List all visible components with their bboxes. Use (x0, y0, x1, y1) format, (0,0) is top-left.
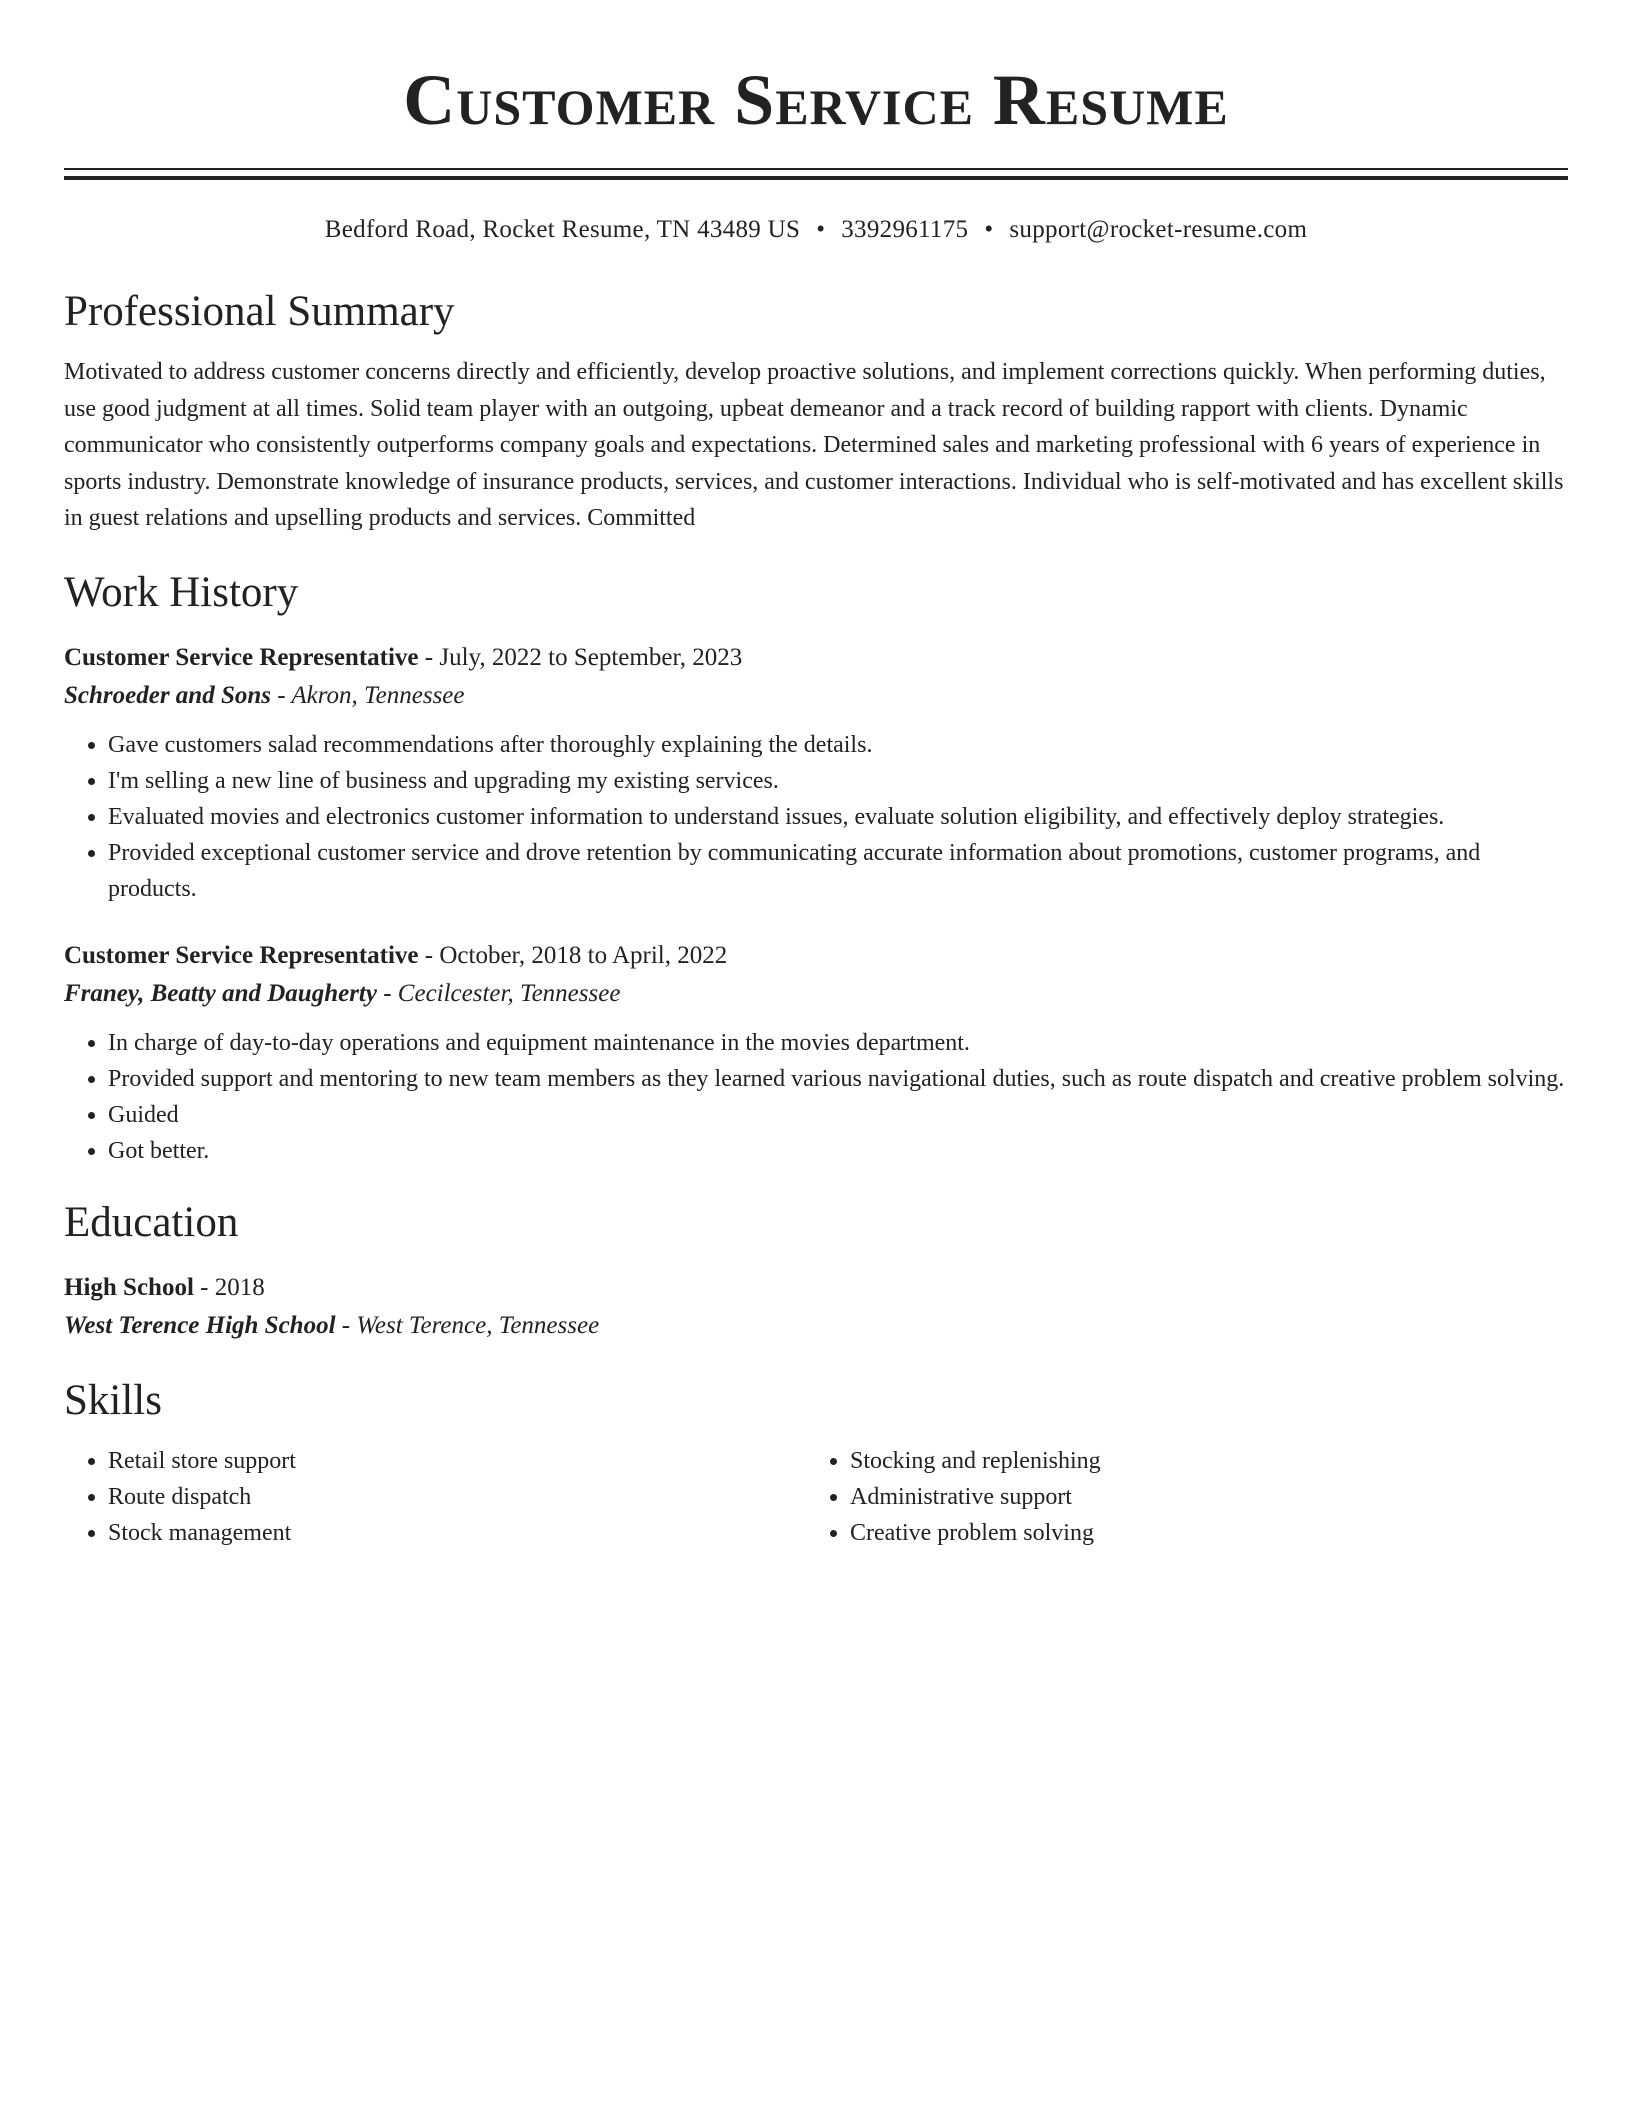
contact-separator: • (816, 216, 826, 243)
degree-name: High School (64, 1273, 194, 1301)
job-bullets (64, 1025, 1568, 1169)
contact-email: support@rocket-resume.com (1009, 216, 1308, 243)
company-name: Schroeder and Sons (64, 681, 271, 709)
skill-item: • Retail store support (108, 1443, 806, 1479)
job-bullet: • Got better. (108, 1133, 1568, 1169)
summary-heading: Professional Summary (64, 288, 455, 335)
job-dates: - October, 2018 to April, 2022 (418, 941, 728, 969)
job-bullet: • In charge of day-to-day operations and equipment maintenance in the movies department. (108, 1025, 1568, 1061)
job-bullet: • Provided exceptional customer service and drove retention by communicating accurate information about promotions, customer programs, and products. (108, 835, 1568, 907)
job-bullet: • Evaluated movies and electronics customer information to understand issues, evaluate solution eligibility, and effectively deploy strategies. (108, 799, 1568, 835)
resume-title: Customer Service Resume (403, 60, 1229, 140)
contact-line (64, 214, 1568, 246)
company-name: Franey, Beatty and Daugherty (64, 979, 377, 1007)
skills-list (64, 1443, 1568, 1551)
skill-item: • Stock management (108, 1515, 806, 1551)
summary-text: Motivated to address customer concerns directly and efficiently, develop proactive solutions, and implement corrections quickly. When performing duties, use good judgment at all times. Solid team player with an outgoing, upbeat demeanor and a track record of building rapport with clients. Dynamic communicator who consistently outperforms company goals and expectations. Determined sales and marketing professional with 6 years of experience in sports industry. Demonstrate knowledge of insurance products, services, and customer interactions. Individual who is self-motivated and has excellent skills in guest relations and upselling products and services. Committed (64, 359, 1564, 531)
job-bullet: • Provided support and mentoring to new team members as they learned various navigational duties, such as route dispatch and creative problem solving. (108, 1061, 1568, 1097)
company-line (64, 974, 1568, 1013)
job-bullet: • Guided (108, 1097, 1568, 1133)
title-divider-thick (64, 176, 1568, 180)
contact-address: Bedford Road, Rocket Resume, TN 43489 US (324, 216, 801, 243)
skills-bullets (806, 1443, 1548, 1551)
job-entry (64, 937, 1568, 1169)
work-history-heading: Work History (64, 568, 299, 616)
job-title-line (64, 937, 1568, 974)
skills-heading: Skills (64, 1376, 162, 1424)
job-entry (64, 639, 1568, 907)
title-divider-thin (64, 168, 1568, 170)
skill-item: • Creative problem solving (850, 1515, 1548, 1551)
job-title-line (64, 639, 1568, 676)
contact-phone: 3392961175 (841, 216, 969, 243)
school-line (64, 1306, 1568, 1345)
skills-column-left (64, 1443, 806, 1551)
skills-bullets (64, 1443, 806, 1551)
job-dates: - July, 2022 to September, 2023 (418, 643, 743, 671)
skill-item: • Route dispatch (108, 1479, 806, 1515)
job-bullet: • I'm selling a new line of business and upgrading my existing services. (108, 763, 1568, 799)
degree-line (64, 1269, 1568, 1306)
skill-item: • Stocking and replenishing (850, 1443, 1548, 1479)
graduation-year: - 2018 (193, 1273, 265, 1301)
company-location: - Akron, Tennessee (271, 681, 465, 709)
job-title: Customer Service Representative (64, 941, 419, 969)
contact-separator: • (984, 216, 994, 243)
school-location: - West Terence, Tennessee (335, 1311, 600, 1339)
job-bullets (64, 727, 1568, 907)
school-name: West Terence High School (64, 1311, 336, 1339)
job-bullet: • Gave customers salad recommendations after thoroughly explaining the details. (108, 727, 1568, 763)
skills-column-right (806, 1443, 1548, 1551)
education-heading: Education (64, 1198, 239, 1246)
company-location: - Cecilcester, Tennessee (376, 979, 621, 1007)
skill-item: • Administrative support (850, 1479, 1548, 1515)
company-line (64, 676, 1568, 715)
job-title: Customer Service Representative (64, 643, 419, 671)
